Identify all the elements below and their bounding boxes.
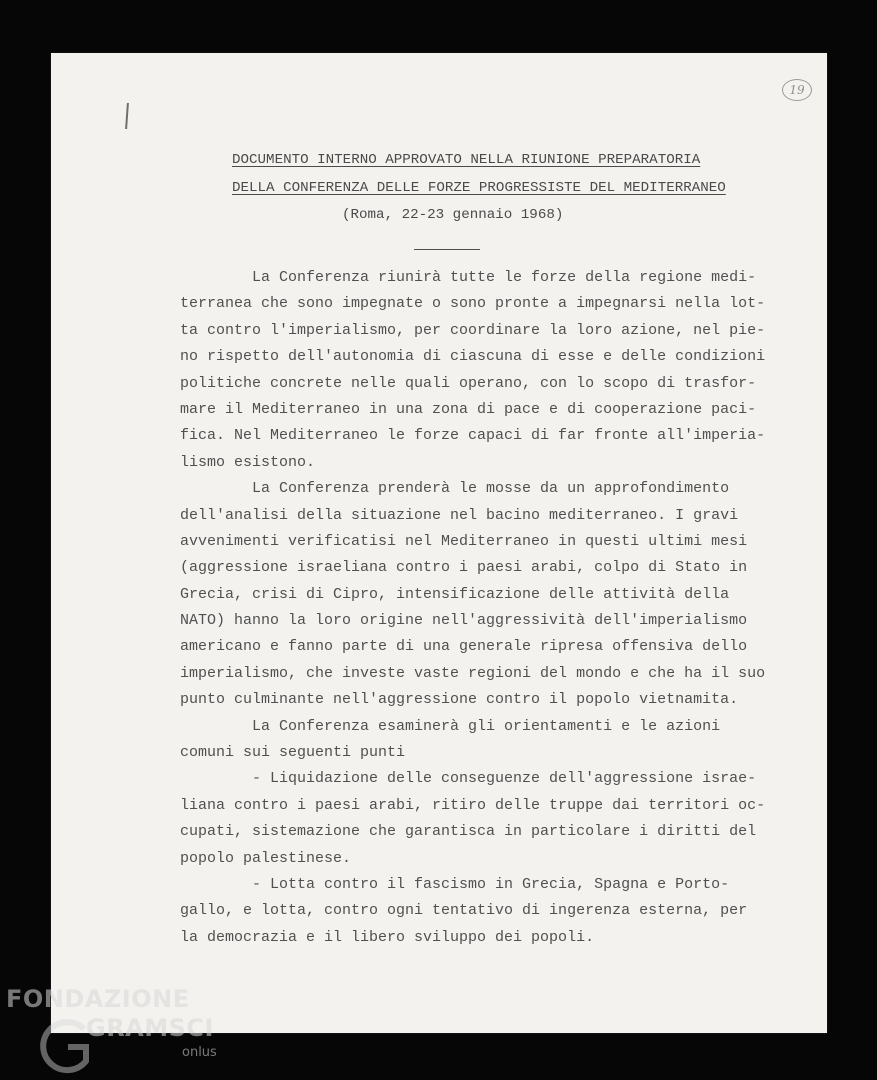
watermark-onlus: onlus [182, 1045, 217, 1060]
body-line: popolo palestinese. [180, 849, 352, 867]
document-subtitle: (Roma, 22-23 gennaio 1968) [342, 207, 564, 223]
body-line: la democrazia e il libero sviluppo dei popoli. [180, 928, 595, 946]
body-line: ta contro l'imperialismo, per coordinare la loro azione, nel pie- [180, 321, 766, 339]
fondazione-gramsci-watermark [6, 985, 226, 1080]
body-line: americano e fanno parte di una generale ripresa offensiva dello [180, 638, 748, 656]
page-number-circle: 19 [782, 79, 812, 101]
body-line: terranea che sono impegnate o sono pronte a impegnarsi nella lot- [180, 295, 766, 313]
body-line: politiche concrete nelle quali operano, con lo scopo di trasfor- [180, 374, 757, 392]
body-line: no rispetto dell'autonomia di ciascuna di esse e delle condizioni [180, 348, 766, 366]
body-line: fica. Nel Mediterraneo le forze capaci di far fronte all'imperia- [180, 427, 766, 445]
body-line: punto culminante nell'aggressione contro il popolo vietnamita. [180, 691, 739, 709]
body-line: gallo, e lotta, contro ogni tentativo di ingerenza esterna, per [180, 902, 748, 920]
body-line: avvenimenti verificatisi nel Mediterraneo in questi ultimi mesi [180, 532, 748, 550]
watermark-line-1: FONDAZIONE [6, 985, 190, 1013]
body-line: - Lotta contro il fascismo in Grecia, Spagna e Porto- [180, 875, 730, 893]
body-line: La Conferenza riunirà tutte le forze della regione medi- [180, 269, 757, 286]
body-line: NATO) hanno la loro origine nell'aggressività dell'imperialismo [180, 612, 748, 630]
document-body [180, 265, 790, 951]
body-line: comuni sui seguenti punti [180, 744, 406, 762]
body-line: mare il Mediterraneo in una zona di pace e di cooperazione paci- [180, 400, 757, 418]
watermark-line-2: GRAMSCI [86, 1014, 214, 1042]
body-line: cupati, sistemazione che garantisca in particolare i diritti del [180, 823, 757, 841]
body-line: liana contro i paesi arabi, ritiro delle truppe dai territori oc- [180, 796, 766, 814]
body-line: La Conferenza prenderà le mosse da un approfondimento [180, 480, 730, 498]
body-line: dell'analisi della situazione nel bacino mediterraneo. I gravi [180, 506, 739, 524]
document-title-line-1: DOCUMENTO INTERNO APPROVATO NELLA RIUNIONE PREPARATORIA [232, 152, 701, 168]
body-line: lismo esistono. [180, 453, 316, 471]
document-title-line-2: DELLA CONFERENZA DELLE FORZE PROGRESSISTE DEL MEDITERRANEO [232, 180, 726, 196]
body-line: (aggressione israeliana contro i paesi arabi, colpo di Stato in [180, 559, 748, 577]
body-line: Grecia, crisi di Cipro, intensificazione delle attività della [180, 585, 730, 603]
body-line: La Conferenza esaminerà gli orientamenti e le azioni [180, 717, 721, 735]
title-separator [414, 249, 480, 250]
body-line: - Liquidazione delle conseguenze dell'aggressione israe- [180, 770, 757, 788]
body-line: imperialismo, che investe vaste regioni del mondo e che ha il suo [180, 664, 766, 682]
